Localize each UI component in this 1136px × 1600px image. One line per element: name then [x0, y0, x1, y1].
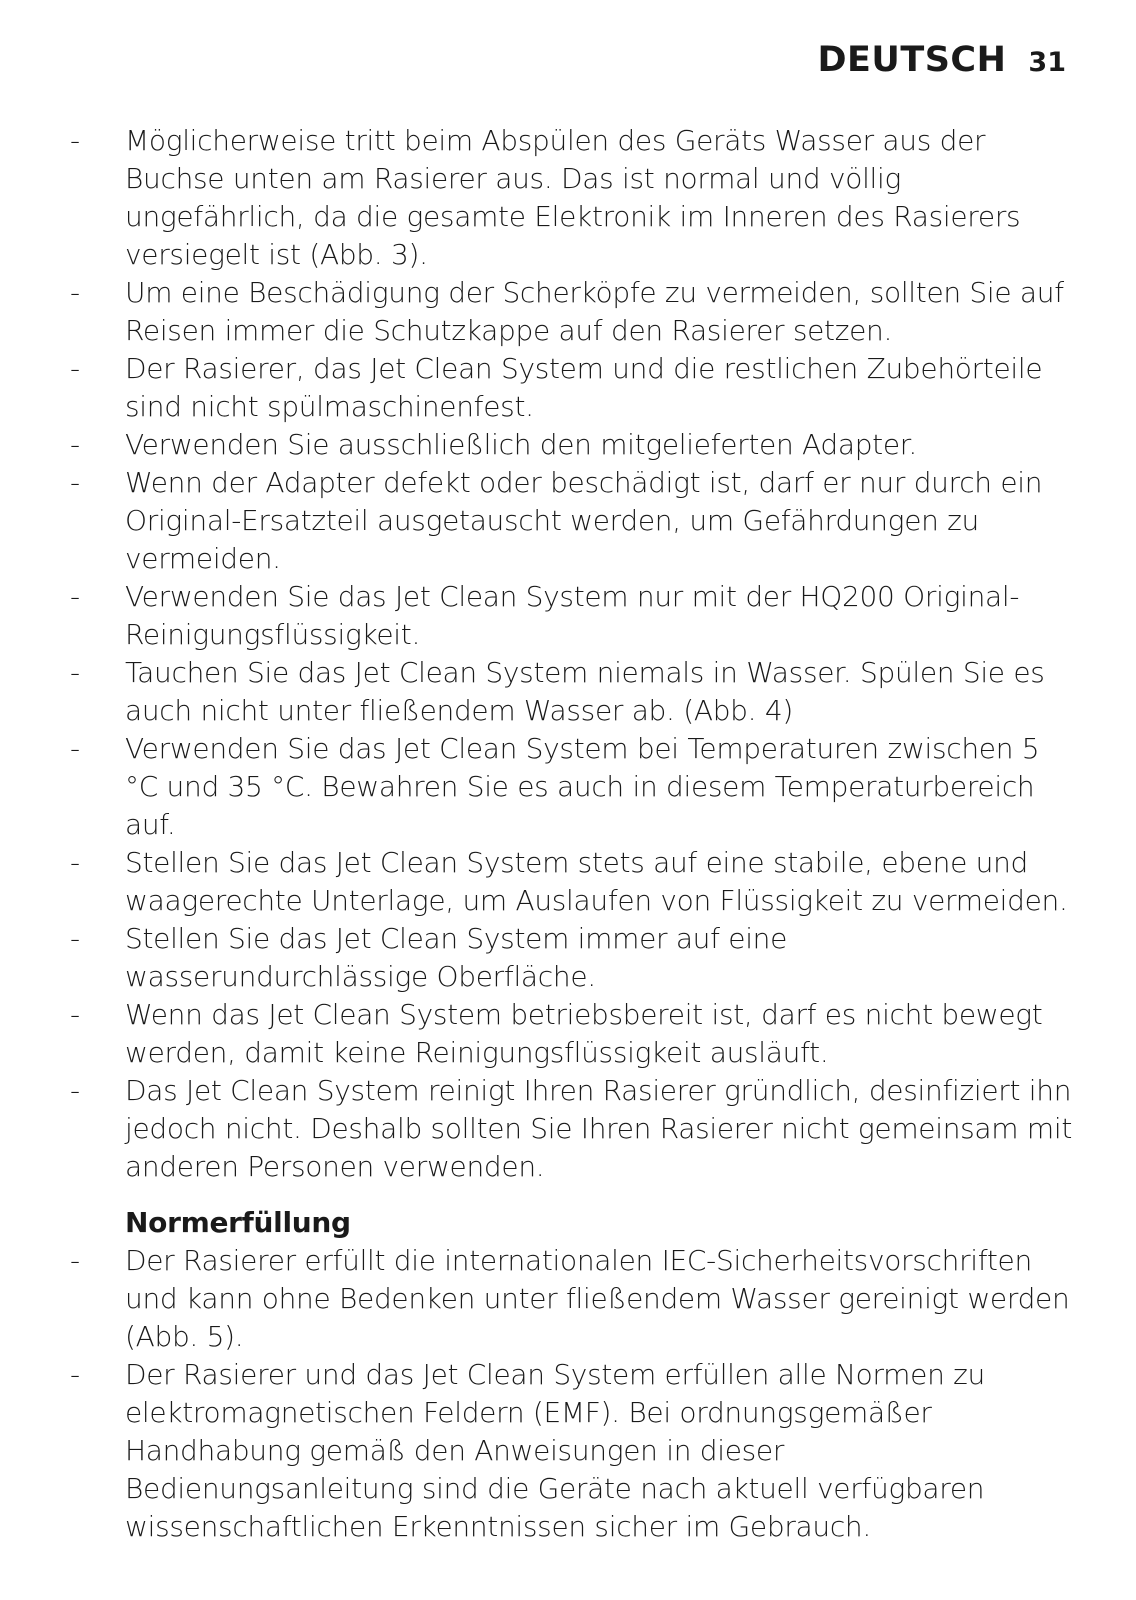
bullet-dash: - [70, 732, 80, 765]
section-heading: Normerfüllung [125, 1206, 351, 1239]
list-item [70, 1356, 1080, 1546]
list-item-text: Verwenden Sie ausschließlich den mitgelieferten Adapter. [125, 428, 918, 461]
list-item-text: Verwenden Sie das Jet Clean System bei Temperaturen zwischen 5 °C und 35 °C. Bewahren Sie es auch in diesem Temperaturbereich auf. [125, 732, 1040, 841]
bullet-dash: - [70, 580, 80, 613]
page-header [817, 40, 1066, 80]
list-item [70, 920, 1080, 996]
list-item [70, 122, 1080, 274]
list-item-text: Stellen Sie das Jet Clean System stets auf eine stabile, ebene und waagerechte Unterlage, um Auslaufen von Flüssigkeit zu vermeiden. [125, 846, 1068, 917]
list-item [70, 730, 1080, 844]
list-item [70, 1072, 1080, 1186]
list-item [70, 274, 1080, 350]
language-label: DEUTSCH [817, 40, 1007, 80]
list-item-text: Das Jet Clean System reinigt Ihren Rasierer gründlich, desinfiziert ihn jedoch nicht. Deshalb sollten Sie Ihren Rasierer nicht gemeinsam mit anderen Personen verwenden. [125, 1074, 1072, 1183]
list-item-text: Wenn der Adapter defekt oder beschädigt ist, darf er nur durch ein Original-Ersatzteil ausgetauscht werden, um Gefährdungen zu vermeiden. [125, 466, 1043, 575]
list-item-text: Tauchen Sie das Jet Clean System niemals in Wasser. Spülen Sie es auch nicht unter fließendem Wasser ab. (Abb. 4) [125, 656, 1045, 727]
list-item [70, 996, 1080, 1072]
list-item-text: Verwenden Sie das Jet Clean System nur mit der HQ200 Original-Reinigungsflüssigkeit. [125, 580, 1020, 651]
list-item-text: Stellen Sie das Jet Clean System immer auf eine wasserundurchlässige Oberfläche. [125, 922, 788, 993]
bullet-dash: - [70, 124, 80, 157]
compliance-list [70, 1242, 1080, 1546]
bullet-dash: - [70, 922, 80, 955]
bullet-dash: - [70, 998, 80, 1031]
bullet-dash: - [70, 276, 80, 309]
bullet-dash: - [70, 656, 80, 689]
safety-list [70, 122, 1080, 1186]
list-item [70, 464, 1080, 578]
list-item [70, 426, 1080, 464]
list-item-text: Der Rasierer und das Jet Clean System erfüllen alle Normen zu elektromagnetischen Feldern (EMF). Bei ordnungsgemäßer Handhabung gemäß den Anweisungen in dieser Bedienungsanleitung sind die Geräte nach aktuell verfügbaren wissenschaftlichen Erkenntnissen sicher im Gebrauch. [125, 1358, 985, 1543]
list-item [70, 654, 1080, 730]
list-item [70, 1242, 1080, 1356]
bullet-dash: - [70, 1074, 80, 1107]
list-item-text: Wenn das Jet Clean System betriebsbereit ist, darf es nicht bewegt werden, damit keine Reinigungsflüssigkeit ausläuft. [125, 998, 1043, 1069]
bullet-dash: - [70, 1244, 80, 1277]
list-item-text: Der Rasierer erfüllt die internationalen IEC-Sicherheitsvorschriften und kann ohne Bedenken unter fließendem Wasser gereinigt werden (Abb. 5). [125, 1244, 1070, 1353]
list-item [70, 578, 1080, 654]
list-item [70, 350, 1080, 426]
list-item-text: Der Rasierer, das Jet Clean System und die restlichen Zubehörteile sind nicht spülmaschinenfest. [125, 352, 1043, 423]
bullet-dash: - [70, 428, 80, 461]
list-item [70, 844, 1080, 920]
bullet-dash: - [70, 466, 80, 499]
page-number: 31 [1028, 47, 1066, 78]
page-content [70, 122, 1080, 1546]
bullet-dash: - [70, 846, 80, 879]
bullet-dash: - [70, 352, 80, 385]
list-item-text: Möglicherweise tritt beim Abspülen des Geräts Wasser aus der Buchse unten am Rasierer aus. Das ist normal und völlig ungefährlich, da die gesamte Elektronik im Inneren des Rasierers versiegelt ist (Abb. 3). [125, 124, 1021, 271]
bullet-dash: - [70, 1358, 80, 1391]
list-item-text: Um eine Beschädigung der Scherköpfe zu vermeiden, sollten Sie auf Reisen immer die Schutzkappe auf den Rasierer setzen. [125, 276, 1064, 347]
